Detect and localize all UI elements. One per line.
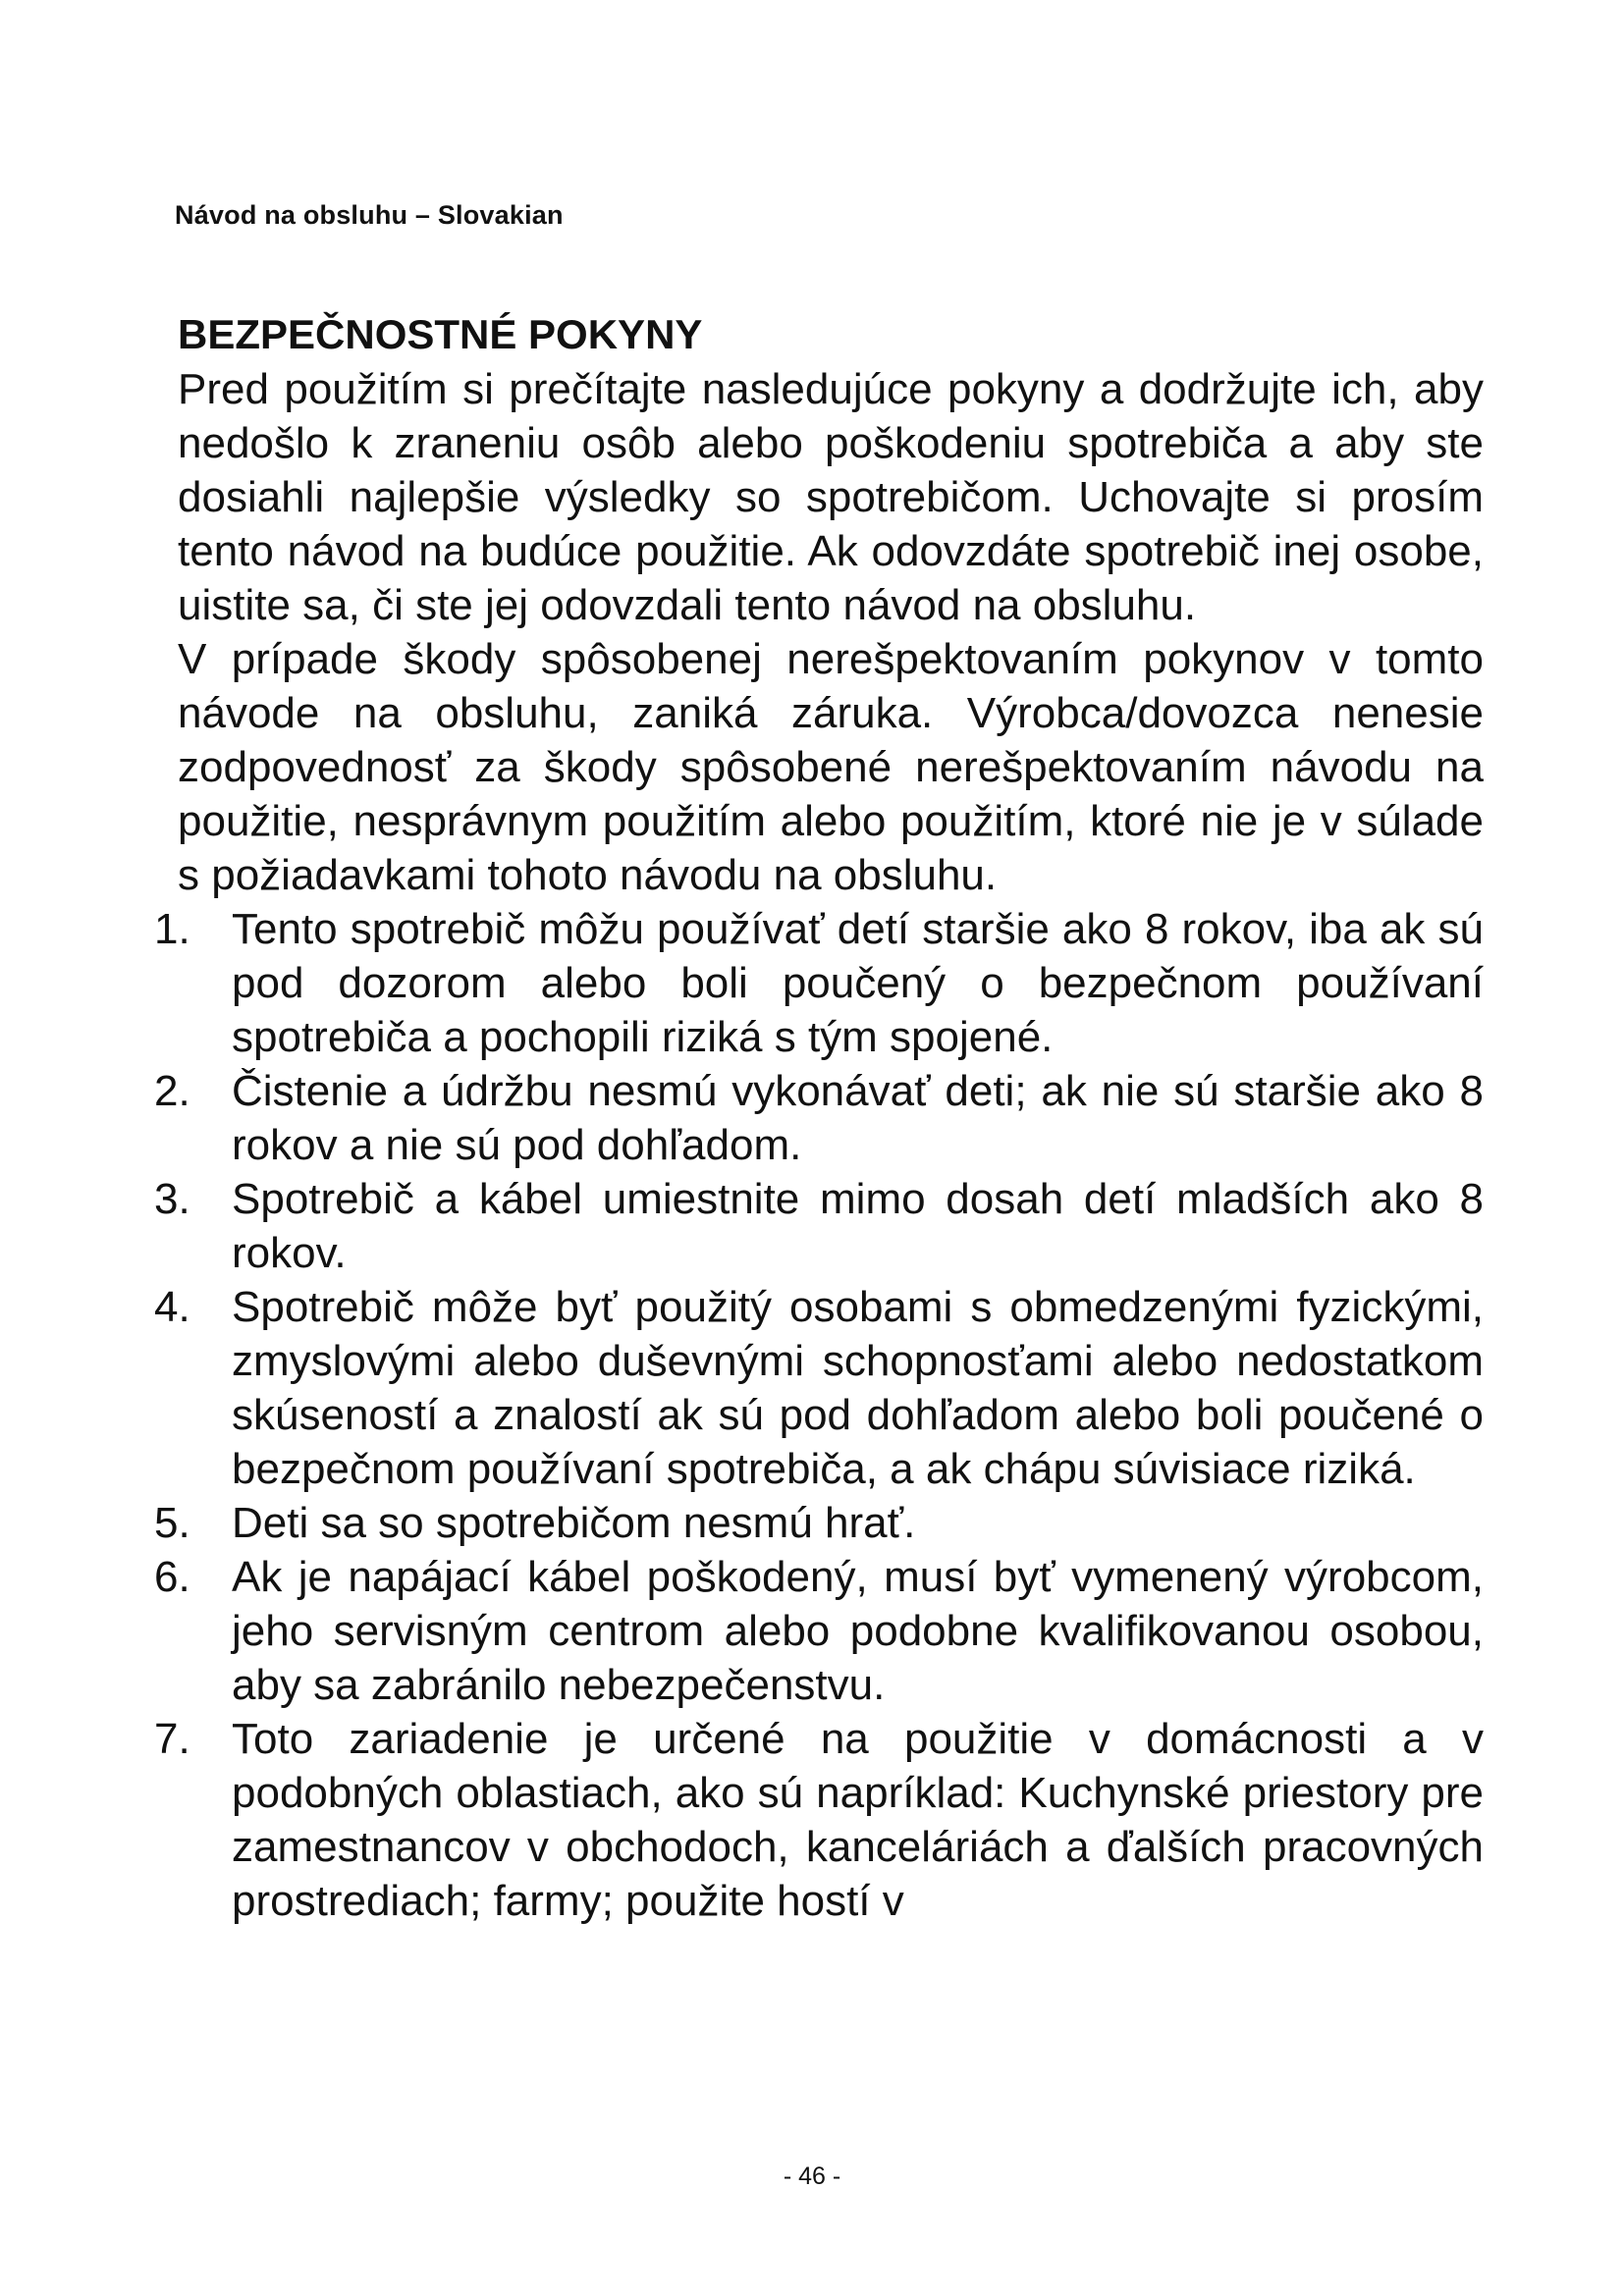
list-item-number: 6. <box>154 1553 190 1601</box>
list-item-number: 2. <box>154 1067 190 1115</box>
list-item-number: 3. <box>154 1175 190 1223</box>
list-item-text: Spotrebič a kábel umiestnite mimo dosah detí mladších ako 8 rokov. <box>232 1175 1484 1277</box>
list-item-text: Spotrebič môže byť použitý osobami s obmedzenými fyzickými, zmyslovými alebo duševnými schopnosťami alebo nedostatkom skúseností a znalostí ak sú pod dohľadom alebo boli poučené o bezpečnom používaní spotrebiča, a ak chápu súvisiace riziká. <box>232 1283 1484 1493</box>
safety-instructions-list <box>154 902 1484 1928</box>
list-item-number: 7. <box>154 1715 190 1763</box>
page-number: - 46 - <box>783 2163 841 2190</box>
page-content <box>154 307 1484 1928</box>
warranty-paragraph: V prípade škody spôsobenej nerešpektovaním pokynov v tomto návode na obsluhu, zaniká záruka. Výrobca/dovozca nenesie zodpovednosť za škody spôsobené nerešpektovaním návodu na použitie, nesprávnym použitím alebo použitím, ktoré nie je v súlade s požiadavkami tohoto návodu na obsluhu. <box>178 635 1484 899</box>
list-item-number: 1. <box>154 905 190 953</box>
list-item <box>154 1496 1484 1550</box>
list-item <box>154 1280 1484 1496</box>
section-title: BEZPEČNOSTNÉ POKYNY <box>178 311 703 357</box>
running-header: Návod na obsluhu – Slovakian <box>175 200 564 230</box>
list-item-number: 4. <box>154 1283 190 1331</box>
list-item-number: 5. <box>154 1499 190 1547</box>
list-item <box>154 1064 1484 1172</box>
list-item <box>154 902 1484 1064</box>
list-item <box>154 1712 1484 1928</box>
list-item-text: Čistenie a údržbu nesmú vykonávať deti; ak nie sú staršie ako 8 rokov a nie sú pod dohľadom. <box>232 1067 1484 1169</box>
list-item <box>154 1172 1484 1280</box>
list-item-text: Deti sa so spotrebičom nesmú hrať. <box>232 1499 916 1547</box>
intro-paragraph: Pred použitím si prečítajte nasledujúce pokyny a dodržujte ich, aby nedošlo k zraneniu osôb alebo poškodeniu spotrebiča a aby ste dosiahli najlepšie výsledky so spotrebičom. Uchovajte si prosím tento návod na budúce použitie. Ak odovzdáte spotrebič inej osobe, uistite sa, či ste jej odovzdali tento návod na obsluhu. <box>178 365 1484 629</box>
list-item-text: Toto zariadenie je určené na použitie v domácnosti a v podobných oblastiach, ako sú napríklad: Kuchynské priestory pre zamestnancov v obchodoch, kanceláriách a ďalších pracovných prostrediach; farmy; použite hostí v <box>232 1715 1484 1925</box>
list-item-text: Ak je napájací kábel poškodený, musí byť vymenený výrobcom, jeho servisným centrom alebo podobne kvalifikovanou osobou, aby sa zabránilo nebezpečenstvu. <box>232 1553 1484 1709</box>
list-item-text: Tento spotrebič môžu používať detí staršie ako 8 rokov, iba ak sú pod dozorom alebo boli poučený o bezpečnom používaní spotrebiča a pochopili riziká s tým spojené. <box>232 905 1484 1061</box>
list-item <box>154 1550 1484 1712</box>
